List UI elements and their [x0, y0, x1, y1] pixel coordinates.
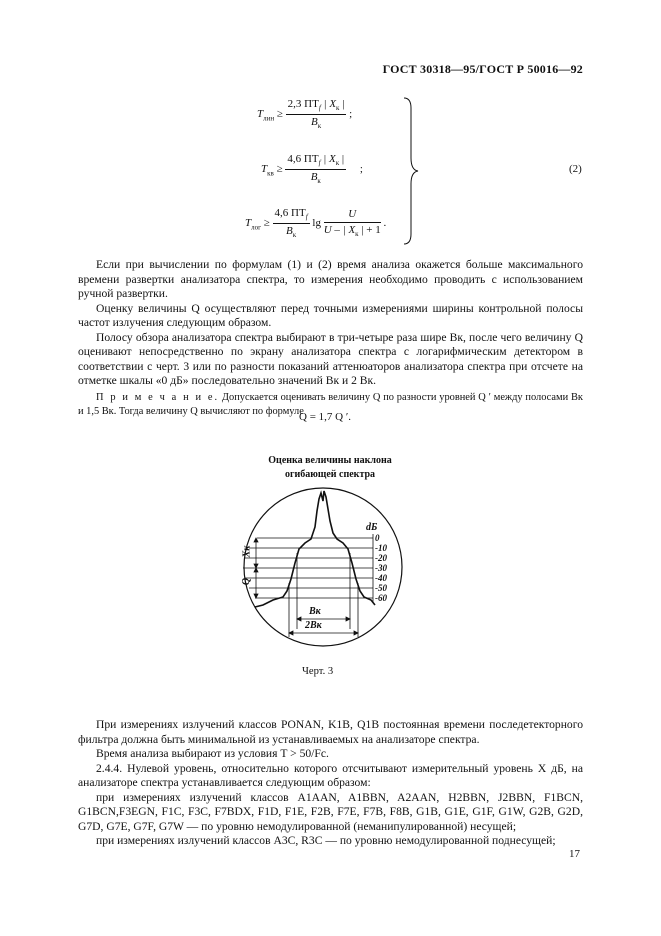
formula-number: (2): [569, 163, 582, 175]
formula-quadratic: $T_{кв}$ ≥ $\frac{4,6 ПТ_f | X_к |}{B_к}$ ;: [261, 153, 363, 186]
q-arrow: [254, 568, 258, 598]
formula-logarithmic: $T_{лог}$ ≥ $\frac{4,6 ПТ_f}{B_к}$ lg $\frac{U}{U - | X_к | + 1}$ .: [245, 207, 387, 240]
paragraph-band-selection: Полосу обзора анализатора спектра выбирают в три-четыре раза шире Bк, после чего величину Q оценивают непосредственно по экрану анализатора спектра с логарифмическим детектором в соответствии с черт. 3 или по разности показаний аттенюаторов анализатора спектра при отсчете на отметке шкалы «0 дБ» последовательно значений Bк и 2 Bк.: [78, 330, 583, 387]
db-tick: -40: [375, 573, 387, 583]
db-tick: 0: [375, 533, 380, 543]
xk-arrow: [254, 538, 258, 568]
paragraph-classes-carrier: при измерениях излучений классов A1AAN, A1BBN, A2AAN, H2BBN, J2BBN, F1BCN, G1BCN,F3EGN, F1C, F3C, F7BDX, F1D, F1E, F2B, F7E, F7B, F8B, G1B, G1E, G1F, G1W, G2B, G2D, G7D, G7E, G7F, G7W — по уровню немодулированной (неманипулированной) несущей;: [78, 790, 583, 833]
2bk-dimension: [289, 631, 358, 635]
figure-title-line1: Оценка величины наклона: [268, 455, 392, 466]
db-tick: -30: [375, 563, 387, 573]
xk-label: Xк: [241, 545, 253, 558]
figure-title-line2: огибающей спектра: [284, 469, 376, 480]
2bk-label: 2Bк: [305, 620, 322, 631]
page-number: 17: [569, 848, 580, 860]
paragraph-filter: При измерениях излучений классов PONAN, K1B, Q1B постоянная времени последетекторного фильтра должна быть минимальной из устанавливаемых на анализаторе спектра.: [78, 718, 583, 746]
text-block-lower: [78, 718, 583, 849]
paragraph-q-estimate: Оценку величины Q осуществляют перед точными измерениями ширины контрольной полосы частот излучения следующим образом.: [78, 301, 583, 329]
bk-label: Bк: [309, 606, 321, 617]
paragraph-classes-subcarrier: при измерениях излучений классов A3C, R3C — по уровню немодулированной поднесущей;: [96, 834, 556, 847]
db-tick-labels: [375, 533, 387, 603]
paragraph-time-condition: Время анализа выбирают из условия T > 50/Fс.: [96, 747, 329, 760]
spectrum-figure: [225, 487, 425, 647]
paragraph-analysis-time: Если при вычислении по формулам (1) и (2) время анализа окажется больше максимального времени развертки анализатора спектра, то измерения необходимо проводить с использованием ручной развертки.: [78, 258, 583, 300]
band-guides: [289, 553, 358, 637]
note-formula: Q = 1,7 Q ′.: [299, 411, 351, 423]
figure-caption: Черт. 3: [302, 666, 334, 677]
db-tick: -50: [375, 583, 387, 593]
document-header: ГОСТ 30318—95/ГОСТ Р 50016—92: [382, 62, 583, 76]
text-block-upper: [78, 258, 583, 419]
db-unit-label: dБ: [366, 522, 378, 533]
q-label: Q: [241, 577, 253, 586]
formula-linear: $T_{лин}$ ≥ $\frac{2,3 ПТ_f | X_к |}{B_к}$ ;: [257, 98, 353, 131]
note-lead: П р и м е ч а н и е.: [96, 391, 220, 403]
db-tick: -20: [375, 553, 387, 563]
right-brace: [400, 96, 422, 246]
note-text: Допускается оценивать величину Q по разности уровней Q ′ между полосами Bк и 1,5 Bк. Тогда величину Q вычисляют по формуле: [78, 391, 583, 417]
spectrum-envelope: [255, 491, 378, 607]
paragraph-zero-level: 2.4.4. Нулевой уровень, относительно которого отсчитывают измерительный уровень X дБ, на анализаторе спектра устанавливается следующим образом:: [78, 761, 583, 789]
db-tick: -60: [375, 593, 387, 603]
db-tick: -10: [375, 543, 387, 553]
